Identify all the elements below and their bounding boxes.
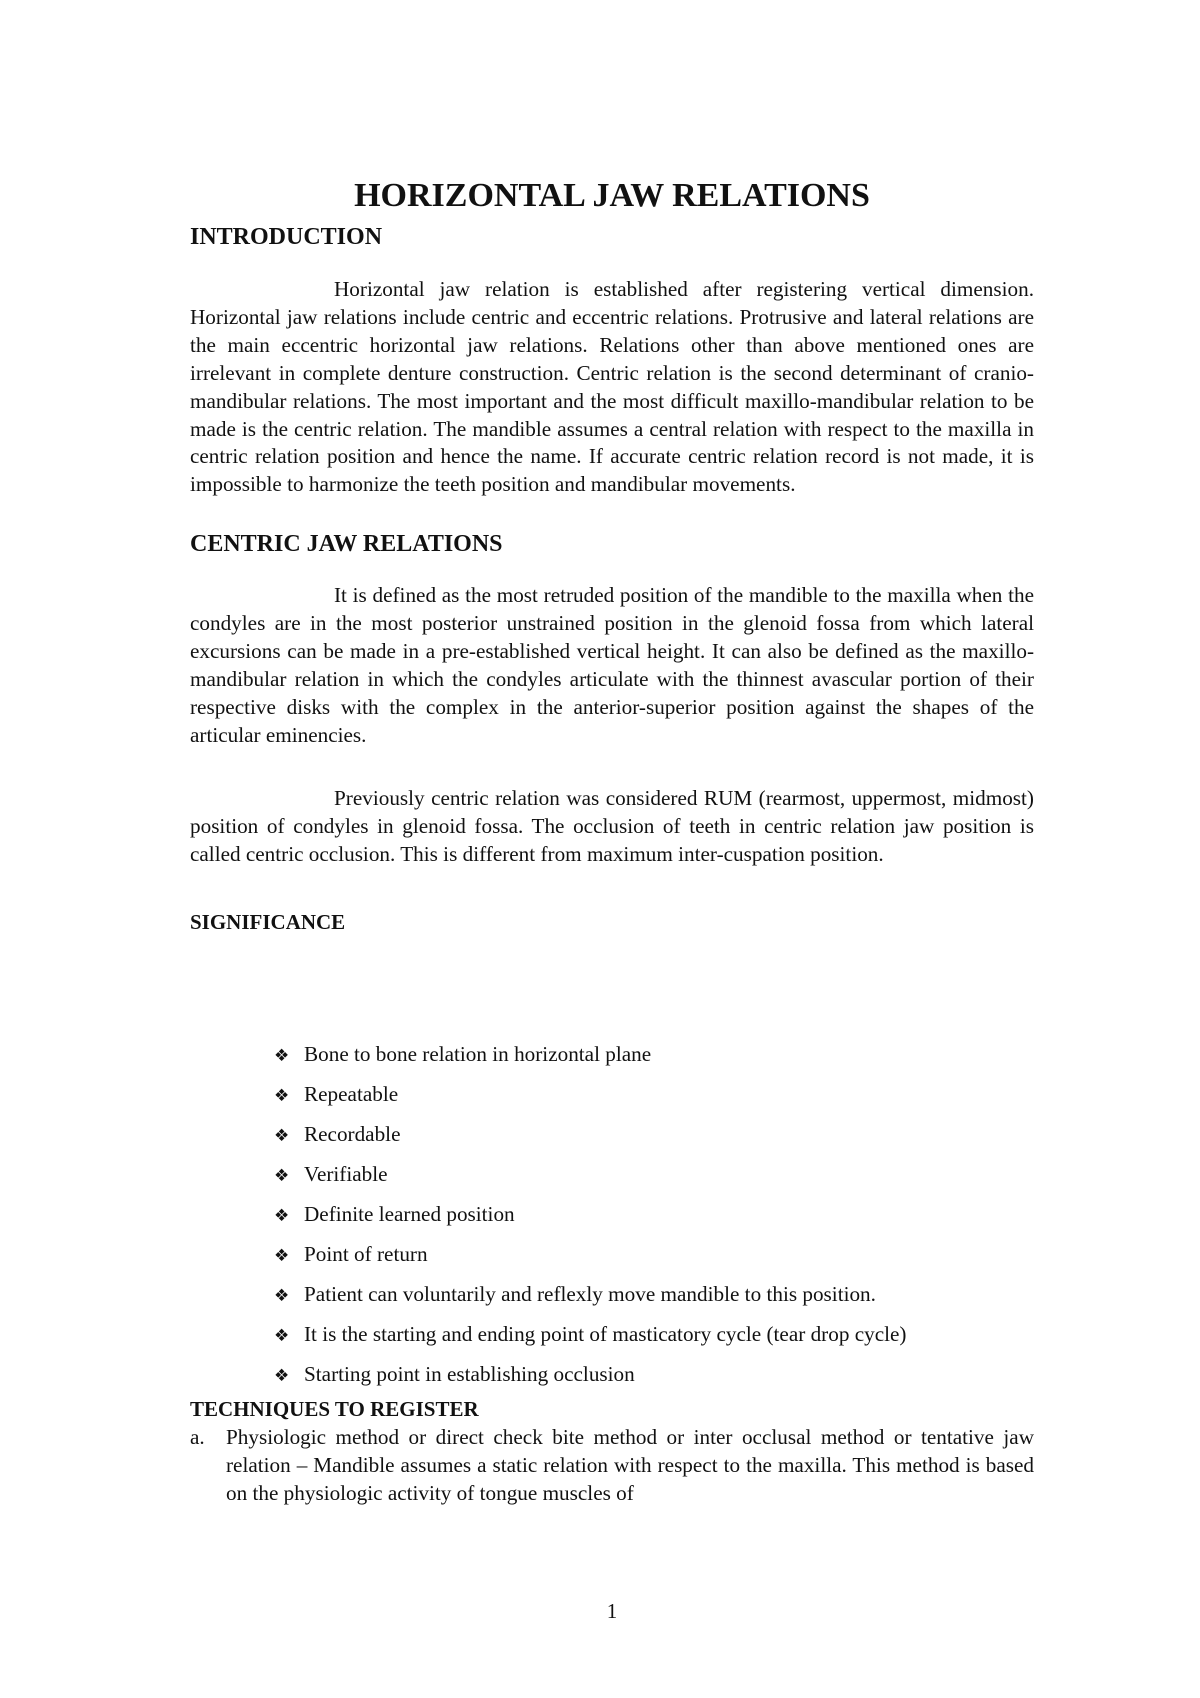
diamond-bullet-icon: ❖: [274, 1166, 290, 1186]
centric-history-paragraph: Previously centric relation was considered RUM (rearmost, uppermost, midmost) position of condyles in glenoid fossa. The occlusion of teeth in centric relation jaw position is called centric occlusion. This is different from maximum inter-cuspation position.: [190, 786, 1034, 866]
diamond-bullet-icon: ❖: [274, 1206, 290, 1226]
diamond-bullet-icon: ❖: [274, 1126, 290, 1146]
introduction-heading: INTRODUCTION: [190, 224, 383, 250]
significance-list: [274, 1040, 1034, 1400]
diamond-bullet-icon: ❖: [274, 1046, 290, 1066]
centric-definition-paragraph: It is defined as the most retruded position of the mandible to the maxilla when the condyles are in the most posterior unstrained position in the glenoid fossa from which lateral excursions can be made in a pre-established vertical height. It can also be defined as the maxillo-mandibular relation in which the condyles articulate with the thinnest avascular portion of their respective disks with the complex in the anterior-superior position against the shapes of the articular eminencies.: [190, 583, 1034, 747]
list-item: ❖ Definite learned position: [274, 1200, 1034, 1240]
list-item: ❖ Verifiable: [274, 1160, 1034, 1200]
technique-item: [190, 1424, 1034, 1508]
list-item: ❖ Point of return: [274, 1240, 1034, 1280]
diamond-bullet-icon: ❖: [274, 1086, 290, 1106]
list-item: ❖ Starting point in establishing occlusion: [274, 1360, 1034, 1400]
list-item: ❖ It is the starting and ending point of masticatory cycle (tear drop cycle): [274, 1320, 1034, 1360]
introduction-paragraph: Horizontal jaw relation is established after registering vertical dimension. Horizontal jaw relations include centric and eccentric relations. Protrusive and lateral relations are the main eccentric horizontal jaw relations. Relations other than above mentioned ones are irrelevant in complete denture construction. Centric relation is the second determinant of cranio-mandibular relations. The most important and the most difficult maxillo-mandibular relation to be made is the centric relation. The mandible assumes a central relation with respect to the maxilla in centric relation position and hence the name. If accurate centric relation record is not made, it is impossible to harmonize the teeth position and mandibular movements.: [190, 277, 1034, 497]
diamond-bullet-icon: ❖: [274, 1366, 290, 1386]
document-title: HORIZONTAL JAW RELATIONS: [354, 177, 870, 214]
list-item: ❖ Recordable: [274, 1120, 1034, 1160]
technique-text: Physiologic method or direct check bite method or inter occlusal method or tentative jaw relation – Mandible assumes a static relation with respect to the maxilla. This method is based on the physiologic activity of tongue muscles of: [226, 1425, 1034, 1505]
diamond-bullet-icon: ❖: [274, 1286, 290, 1306]
list-item: ❖ Bone to bone relation in horizontal plane: [274, 1040, 1034, 1080]
centric-relations-heading: CENTRIC JAW RELATIONS: [190, 531, 503, 557]
list-item: ❖ Patient can voluntarily and reflexly move mandible to this position.: [274, 1280, 1034, 1320]
techniques-heading: TECHNIQUES TO REGISTER: [190, 1397, 479, 1421]
diamond-bullet-icon: ❖: [274, 1246, 290, 1266]
technique-letter: a.: [190, 1425, 205, 1449]
diamond-bullet-icon: ❖: [274, 1326, 290, 1346]
significance-heading: SIGNIFICANCE: [190, 910, 346, 934]
list-item: ❖ Repeatable: [274, 1080, 1034, 1120]
page-number: 1: [606, 1599, 618, 1623]
